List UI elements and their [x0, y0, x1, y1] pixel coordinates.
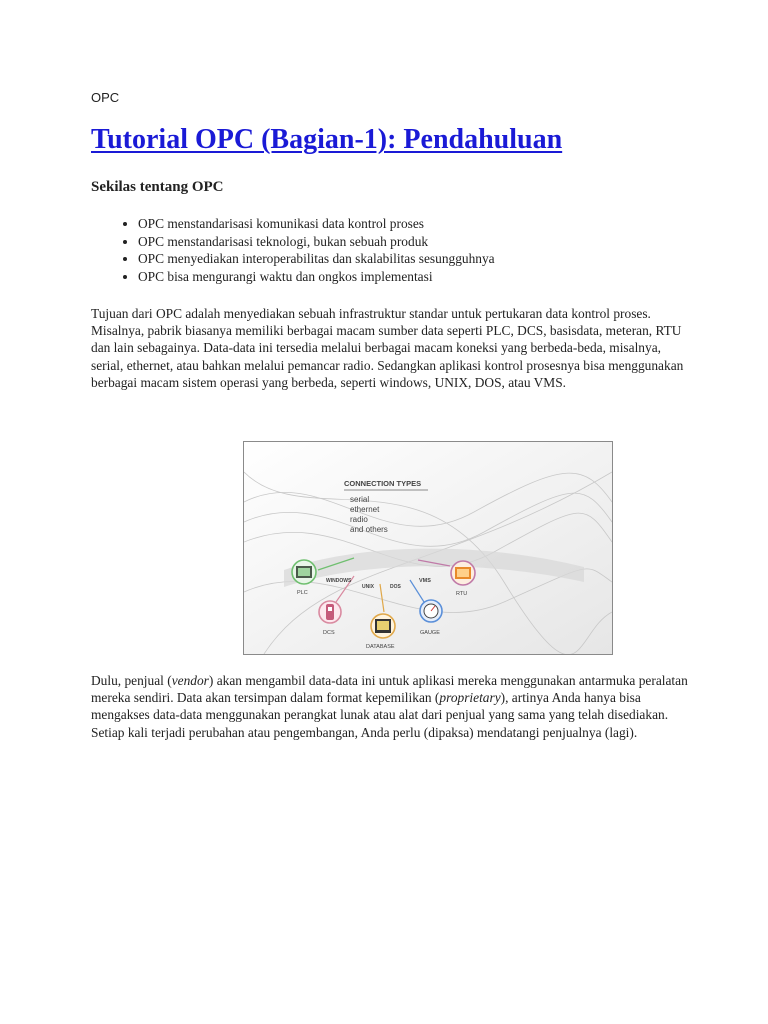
emphasis-vendor: vendor: [171, 673, 209, 688]
text-fragment: ), artinya Anda hanya bisa mengakses data-data menggunakan perangkat lunak atau alat dari penjual yang sama yang telah disediakan. Setiap kali terjadi perubahan atau pengembangan, Anda perlu (dipaksa) mendatangi penjualnya (lagi).: [91, 690, 669, 740]
text-fragment: Dulu, penjual (: [91, 673, 172, 688]
figure-heading: CONNECTION TYPES: [344, 479, 422, 488]
category-label: OPC: [91, 90, 120, 105]
device-dcs-label: DCS: [323, 630, 335, 636]
device-database-label: DATABASE: [366, 644, 395, 650]
list-item: • OPC menstandarisasi komunikasi data kontrol proses: [138, 215, 678, 233]
connection-others: and others: [350, 525, 388, 534]
connection-types-figure: [243, 441, 613, 655]
intro-paragraph: Tujuan dari OPC adalah menyediakan sebuah infrastruktur standar untuk pertukaran data kontrol proses. Misalnya, pabrik biasanya memiliki berbagai macam sumber data seperti PLC, DCS, basisdata, meteran, RTU dan lain sebagainya. Data-data ini tersedia melalui berbagai macam koneksi yang berbeda-beda, misalnya, serial, ethernet, atau bahkan melalui pemancar radio. Sedangkan aplikasi kontrol prosesnya bisa menggunakan berbagai macam sistem operasi yang berbeda, seperti windows, UNIX, DOS, atau VMS.: [91, 306, 684, 390]
vendor-paragraph: [91, 672, 693, 741]
gauge-icon: [420, 600, 442, 622]
list-item: • OPC menstandarisasi teknologi, bukan sebuah produk: [138, 233, 678, 251]
plc-icon: [292, 560, 316, 584]
os-vms-label: VMS: [419, 578, 431, 584]
os-windows-label: WINDOWS: [326, 578, 352, 584]
list-item: • OPC menyediakan interoperabilitas dan skalabilitas sesungguhnya: [138, 250, 678, 268]
connection-ethernet: ethernet: [350, 505, 380, 514]
device-plc-label: PLC: [297, 590, 308, 596]
device-gauge-label: GAUGE: [420, 630, 440, 636]
device-rtu-label: RTU: [456, 591, 468, 597]
text-fragment: ) akan mengambil data-data ini untuk aplikasi mereka menggunakan antarmuka peralatan mereka sendiri. Data akan tersimpan dalam format kepemilikan (: [91, 673, 688, 706]
connection-radio: radio: [350, 515, 368, 524]
page-title-link[interactable]: Tutorial OPC (Bagian-1): Pendahuluan: [91, 124, 563, 155]
list-item: • OPC bisa mengurangi waktu dan ongkos implementasi: [138, 268, 678, 286]
database-icon: [371, 614, 395, 638]
os-dos-label: DOS: [390, 584, 401, 590]
bullet-list: [91, 215, 678, 285]
connection-serial: serial: [350, 495, 370, 504]
emphasis-proprietary: proprietary: [439, 690, 501, 706]
dcs-icon: [319, 601, 341, 623]
section-subtitle: Sekilas tentang OPC: [91, 179, 224, 195]
os-unix-label: UNIX: [362, 584, 374, 590]
figure-illustration: [244, 442, 612, 654]
rtu-icon: [451, 561, 475, 585]
